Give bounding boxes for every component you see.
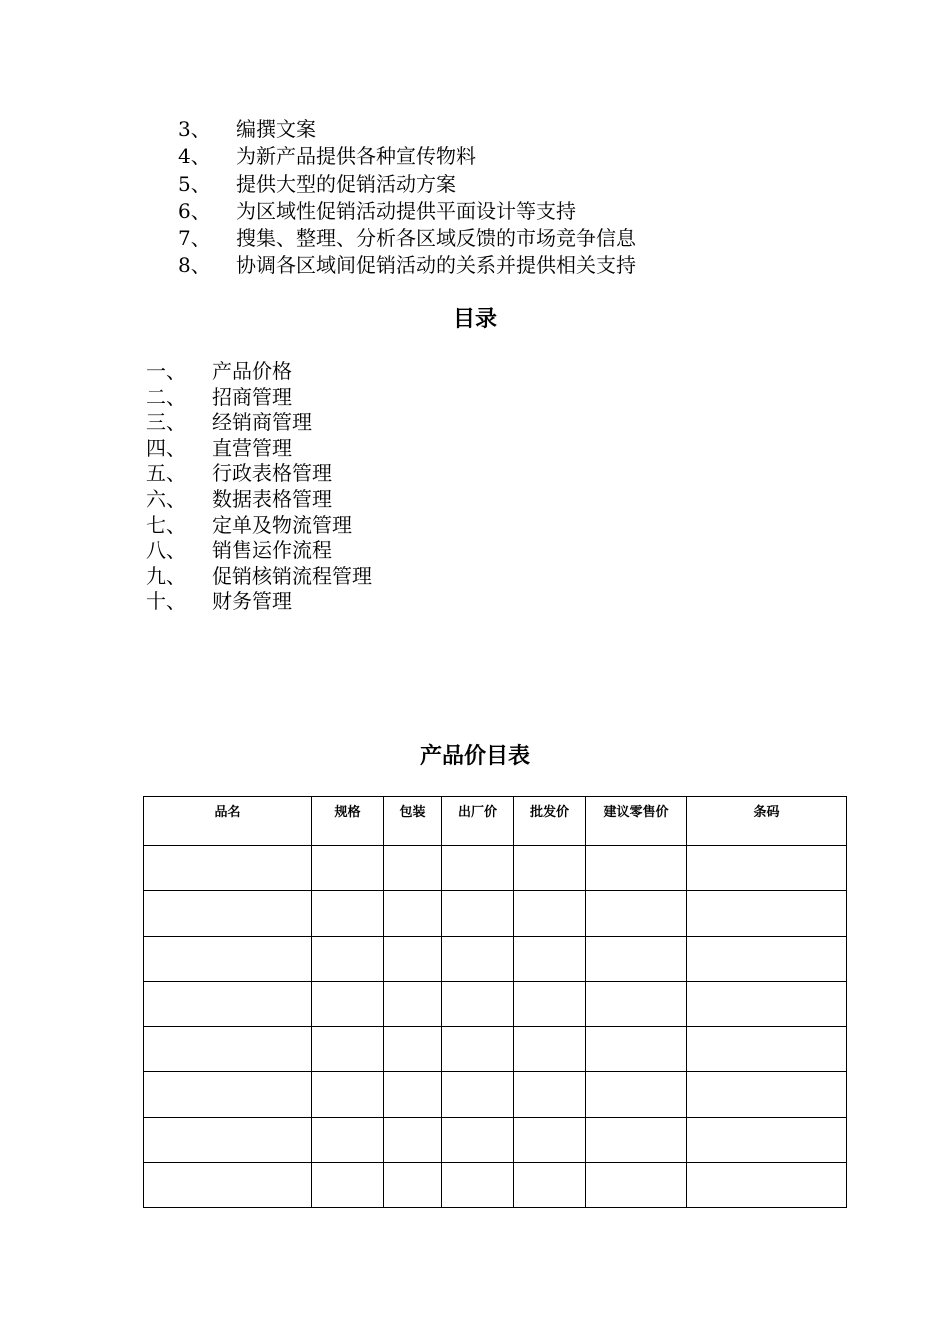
table-cell[interactable] bbox=[384, 846, 442, 891]
duty-item bbox=[178, 171, 636, 198]
duty-item bbox=[178, 143, 636, 170]
table-cell[interactable] bbox=[586, 1027, 687, 1072]
toc-item bbox=[146, 589, 372, 615]
table-cell[interactable] bbox=[384, 936, 442, 981]
toc-item bbox=[146, 564, 372, 590]
duty-item bbox=[178, 198, 636, 225]
duty-item bbox=[178, 116, 636, 143]
table-cell[interactable] bbox=[442, 981, 514, 1026]
table-cell[interactable] bbox=[586, 981, 687, 1026]
duty-text: 编撰文案 bbox=[236, 117, 316, 141]
toc-number: 七、 bbox=[146, 512, 186, 537]
table-cell[interactable] bbox=[384, 1117, 442, 1162]
toc-number: 五、 bbox=[146, 461, 186, 486]
toc-item bbox=[146, 538, 372, 564]
table-cell[interactable] bbox=[514, 1027, 586, 1072]
duty-number: 8、 bbox=[178, 253, 211, 278]
toc-item bbox=[146, 410, 372, 436]
price-table-title: 产品价目表 bbox=[419, 744, 530, 769]
toc-text: 销售运作流程 bbox=[212, 538, 332, 563]
toc-number: 九、 bbox=[146, 563, 186, 588]
toc-item bbox=[146, 461, 372, 487]
duty-number: 3、 bbox=[178, 117, 211, 141]
table-cell[interactable] bbox=[312, 1027, 384, 1072]
toc-text: 招商管理 bbox=[212, 384, 292, 409]
column-header-retail-price: 建议零售价 bbox=[586, 797, 687, 846]
table-cell[interactable] bbox=[514, 891, 586, 936]
column-header-factory-price: 出厂价 bbox=[442, 797, 514, 846]
table-cell[interactable] bbox=[144, 981, 312, 1026]
toc-number: 二、 bbox=[146, 384, 186, 409]
toc-number: 三、 bbox=[146, 410, 186, 435]
column-header-barcode: 条码 bbox=[687, 797, 847, 846]
table-cell[interactable] bbox=[514, 1117, 586, 1162]
toc-number: 四、 bbox=[146, 435, 186, 460]
toc-text: 数据表格管理 bbox=[212, 486, 332, 511]
duty-text: 为区域性促销活动提供平面设计等支持 bbox=[236, 198, 576, 223]
column-header-name: 品名 bbox=[144, 797, 312, 846]
table-row bbox=[144, 1163, 847, 1208]
table-cell[interactable] bbox=[514, 846, 586, 891]
price-table bbox=[143, 796, 847, 1208]
table-cell[interactable] bbox=[312, 846, 384, 891]
table-cell[interactable] bbox=[144, 936, 312, 981]
toc-item bbox=[146, 487, 372, 513]
toc-item bbox=[146, 436, 372, 462]
toc-title: 目录 bbox=[452, 307, 497, 332]
table-cell[interactable] bbox=[442, 846, 514, 891]
table-cell[interactable] bbox=[144, 1027, 312, 1072]
table-cell[interactable] bbox=[312, 1163, 384, 1208]
table-row bbox=[144, 1117, 847, 1162]
toc-text: 促销核销流程管理 bbox=[212, 563, 372, 588]
duty-number: 6、 bbox=[178, 198, 211, 223]
table-cell[interactable] bbox=[687, 891, 847, 936]
table-cell[interactable] bbox=[586, 1117, 687, 1162]
duty-text: 为新产品提供各种宣传物料 bbox=[236, 144, 476, 169]
table-cell[interactable] bbox=[384, 981, 442, 1026]
table-cell[interactable] bbox=[687, 846, 847, 891]
toc-item bbox=[146, 385, 372, 411]
table-cell[interactable] bbox=[586, 1072, 687, 1117]
duty-number: 5、 bbox=[178, 171, 211, 196]
toc-text: 行政表格管理 bbox=[212, 461, 332, 486]
toc-text: 经销商管理 bbox=[212, 410, 312, 435]
table-cell[interactable] bbox=[514, 936, 586, 981]
table-row bbox=[144, 1027, 847, 1072]
table-cell[interactable] bbox=[442, 936, 514, 981]
table-row bbox=[144, 1072, 847, 1117]
table-cell[interactable] bbox=[312, 1072, 384, 1117]
table-cell[interactable] bbox=[384, 1072, 442, 1117]
table-cell[interactable] bbox=[687, 1117, 847, 1162]
table-cell[interactable] bbox=[144, 891, 312, 936]
column-header-wholesale-price: 批发价 bbox=[514, 797, 586, 846]
table-row bbox=[144, 936, 847, 981]
table-cell[interactable] bbox=[687, 1027, 847, 1072]
table-cell[interactable] bbox=[442, 1027, 514, 1072]
toc-text: 直营管理 bbox=[212, 435, 292, 460]
table-cell[interactable] bbox=[312, 891, 384, 936]
toc-item bbox=[146, 513, 372, 539]
table-cell[interactable] bbox=[514, 1072, 586, 1117]
toc-item bbox=[146, 359, 372, 385]
table-header-row bbox=[144, 797, 847, 846]
table-cell[interactable] bbox=[586, 891, 687, 936]
duty-list bbox=[178, 116, 636, 280]
duty-text: 协调各区域间促销活动的关系并提供相关支持 bbox=[236, 253, 636, 278]
column-header-spec: 规格 bbox=[312, 797, 384, 846]
table-cell[interactable] bbox=[586, 936, 687, 981]
table-cell[interactable] bbox=[144, 1072, 312, 1117]
table-cell[interactable] bbox=[687, 1163, 847, 1208]
table-cell[interactable] bbox=[144, 1117, 312, 1162]
table-cell[interactable] bbox=[312, 981, 384, 1026]
duty-text: 搜集、整理、分析各区域反馈的市场竞争信息 bbox=[236, 226, 636, 251]
table-row bbox=[144, 981, 847, 1026]
table-cell[interactable] bbox=[586, 1163, 687, 1208]
table-cell[interactable] bbox=[312, 936, 384, 981]
table-cell[interactable] bbox=[442, 1163, 514, 1208]
table-row bbox=[144, 891, 847, 936]
table-cell[interactable] bbox=[384, 891, 442, 936]
toc-number: 八、 bbox=[146, 538, 186, 563]
table-cell[interactable] bbox=[144, 1163, 312, 1208]
table-of-contents bbox=[146, 359, 372, 615]
table-cell[interactable] bbox=[514, 981, 586, 1026]
duty-text: 提供大型的促销活动方案 bbox=[236, 171, 456, 196]
toc-number: 六、 bbox=[146, 486, 186, 511]
table-cell[interactable] bbox=[384, 1163, 442, 1208]
table-cell[interactable] bbox=[442, 1072, 514, 1117]
table-cell[interactable] bbox=[687, 1072, 847, 1117]
table-cell[interactable] bbox=[442, 891, 514, 936]
table-cell[interactable] bbox=[144, 846, 312, 891]
table-cell[interactable] bbox=[687, 981, 847, 1026]
column-header-packaging: 包装 bbox=[384, 797, 442, 846]
table-cell[interactable] bbox=[687, 936, 847, 981]
table-cell[interactable] bbox=[384, 1027, 442, 1072]
table-cell[interactable] bbox=[514, 1163, 586, 1208]
table-row bbox=[144, 846, 847, 891]
duty-number: 4、 bbox=[178, 144, 211, 169]
table-cell[interactable] bbox=[312, 1117, 384, 1162]
duty-item bbox=[178, 225, 636, 252]
toc-text: 财务管理 bbox=[212, 589, 292, 614]
toc-number: 一、 bbox=[146, 359, 186, 383]
duty-number: 7、 bbox=[178, 226, 211, 251]
table-cell[interactable] bbox=[442, 1117, 514, 1162]
duty-item bbox=[178, 252, 636, 279]
toc-text: 定单及物流管理 bbox=[212, 512, 352, 537]
toc-text: 产品价格 bbox=[212, 359, 292, 383]
table-cell[interactable] bbox=[586, 846, 687, 891]
toc-number: 十、 bbox=[146, 589, 186, 614]
